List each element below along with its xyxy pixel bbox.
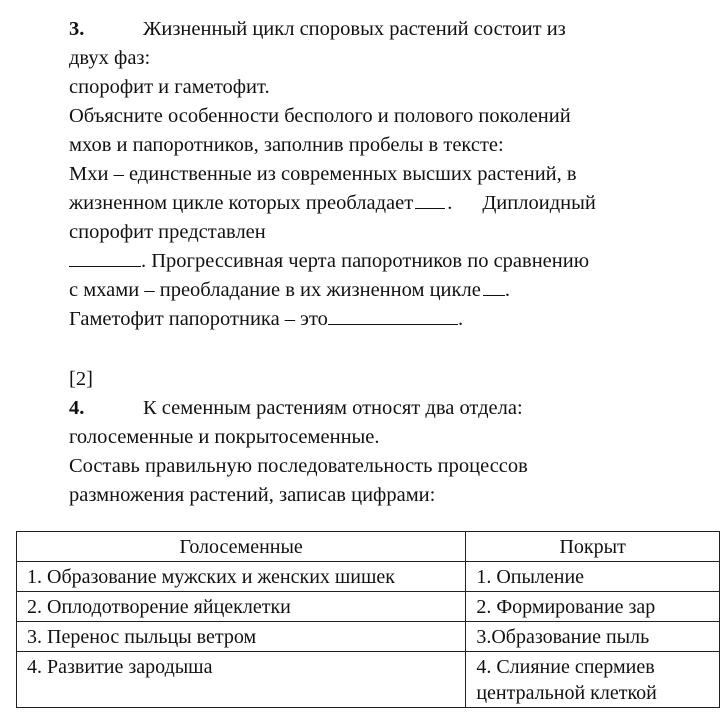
q3-text-line: спорофит и гаметофит. [69,76,270,98]
q3-number: 3. [69,18,85,40]
q3-text-line [69,160,679,189]
plants-table [16,531,720,708]
q4-text-line: размножения растений, записав цифрами: [69,484,436,506]
q4-text-line: Составь правильную последовательность процессов [69,455,528,477]
q3-text-line: спорофит представлен [69,221,266,243]
q4-heading-line [69,394,679,423]
table-row [17,592,720,622]
period: . [504,279,510,301]
q3-line7-diploid: Диплоидный [482,192,596,214]
period: . [447,192,453,214]
q4-text-line: голосеменные и покрытосеменные. [69,426,380,448]
table-cell: 2. Оплодотворение яйцеклетки [17,592,466,622]
q4-intro-text: К семенным растениям относят два отдела: [143,397,523,419]
table-row [17,652,720,708]
answer-blank-4[interactable] [328,305,458,325]
table-row [17,622,720,652]
q3-text-line [69,189,679,218]
table-cell: 2. Формирование зар [466,592,720,622]
table-cell: 1. Образование мужских и женских шишек [17,562,466,592]
q3-heading-line [69,15,679,44]
q3-line10-text: с мхами – преобладание в их жизненном цикле [69,279,481,301]
table-header-row [17,532,720,562]
q3-line11-text: Гаметофит папоротника – это [69,308,328,330]
q3-text-line [69,305,679,334]
q3-line6-text: Мхи – единственные из современных высших растений, в [69,163,577,185]
header-angiosperms: Покрыт [466,532,720,562]
table-cell-line: 4. Слияние спермиев [476,656,655,678]
q3-line7-text: жизненном цикле которых преобладает [69,192,414,214]
table-row [17,562,720,592]
table-cell: 1. Опыление [466,562,720,592]
q3-marks: [2] [69,368,93,390]
table-cell: 3. Перенос пыльцы ветром [17,622,466,652]
answer-blank-3[interactable] [483,276,505,296]
period: . [457,308,464,330]
document-body [69,15,679,510]
table-cell-line: центральной клеткой [476,682,657,704]
q3-text-line [69,276,679,305]
q3-intro-text: Жизненный цикл споровых растений состоит из [143,18,566,40]
table-cell: 3.Образование пыль [466,622,720,652]
table-cell: 4. Развитие зародыша [17,652,466,708]
header-gymnosperms: Голосеменные [17,532,466,562]
q3-text-line: двух фаз: [69,47,151,69]
q3-text-line [69,247,679,276]
q4-number: 4. [69,397,85,419]
q3-line9-text: . Прогрессивная черта папоротников по сравнению [141,250,590,272]
answer-blank-1[interactable] [415,189,445,209]
q3-text-line: Объясните особенности бесполого и полового поколений [69,105,571,127]
table-cell [466,652,720,708]
answer-blank-2[interactable] [69,247,141,267]
q3-text-line: мхов и папоротников, заполнив пробелы в тексте: [69,134,504,156]
